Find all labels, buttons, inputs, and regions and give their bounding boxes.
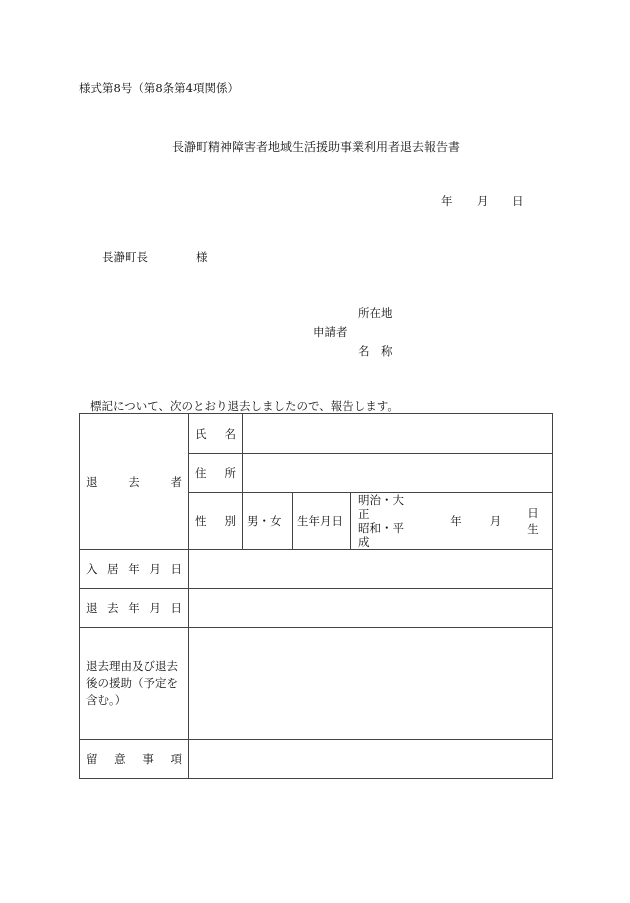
reason-field[interactable] [189,628,553,740]
char: 居 [107,562,119,576]
applicant-location-label: 所在地 [358,306,393,320]
date-year-label: 年 [441,194,453,208]
birth-day-label: 日生 [527,506,539,536]
char: 日 [170,562,182,576]
move-out-date-field[interactable] [189,589,553,628]
char: 項 [170,752,182,766]
char: 入 [86,562,98,576]
form-number: 様式第8号（第8条第4項関係） [79,81,239,95]
char: 年 [128,562,140,576]
char: 別 [224,514,236,528]
birth-month-label: 月 [489,514,502,528]
char: 去 [107,601,119,615]
char: 去 [128,474,140,489]
char: 住 [195,466,207,480]
char: 退 [86,601,98,615]
addressee-honorific: 様 [196,250,208,264]
char: 所 [224,466,236,480]
name-field[interactable] [243,414,553,454]
char: 留 [86,752,98,766]
reason-text: 退去理由及び退去後の援助（予定を含む。） [86,659,178,707]
notes-field[interactable] [189,740,553,779]
date-day-label: 日 [512,194,524,208]
char: 者 [170,474,182,489]
char: 意 [114,752,126,766]
char: 月 [149,601,161,615]
address-field[interactable] [243,454,553,493]
move-out-date-label [80,589,189,628]
birthdate-field[interactable] [351,493,553,550]
era-options-1[interactable]: 明治・大正 [358,493,404,521]
sex-options[interactable]: 男・女 [243,493,293,550]
char: 月 [149,562,161,576]
date-month-label: 月 [477,194,489,208]
char: 事 [142,752,154,766]
intro-text: 標記について、次のとおり退去しましたので、報告します。 [90,399,399,413]
char: 年 [128,601,140,615]
addressee-name: 長瀞町長 [102,250,148,264]
char: 性 [195,514,207,528]
birthdate-label: 生年月日 [293,493,351,550]
era-options-2[interactable]: 昭和・平成 [358,521,404,549]
address-label [189,454,243,493]
name-label [189,414,243,454]
reason-label [80,628,189,740]
leaver-header [80,414,189,550]
char: 氏 [195,426,207,441]
report-table [79,413,553,779]
applicant-name-label: 名 称 [358,344,393,358]
sex-label [189,493,243,550]
char: 日 [170,601,182,615]
char: 退 [86,474,98,489]
notes-label [80,740,189,779]
birth-year-label: 年 [450,514,462,528]
move-in-date-field[interactable] [189,550,553,589]
document-title: 長瀞町精神障害者地域生活援助事業利用者退去報告書 [172,140,461,154]
applicant-label: 申請者 [313,325,348,339]
move-in-date-label [80,550,189,589]
char: 名 [224,426,236,441]
